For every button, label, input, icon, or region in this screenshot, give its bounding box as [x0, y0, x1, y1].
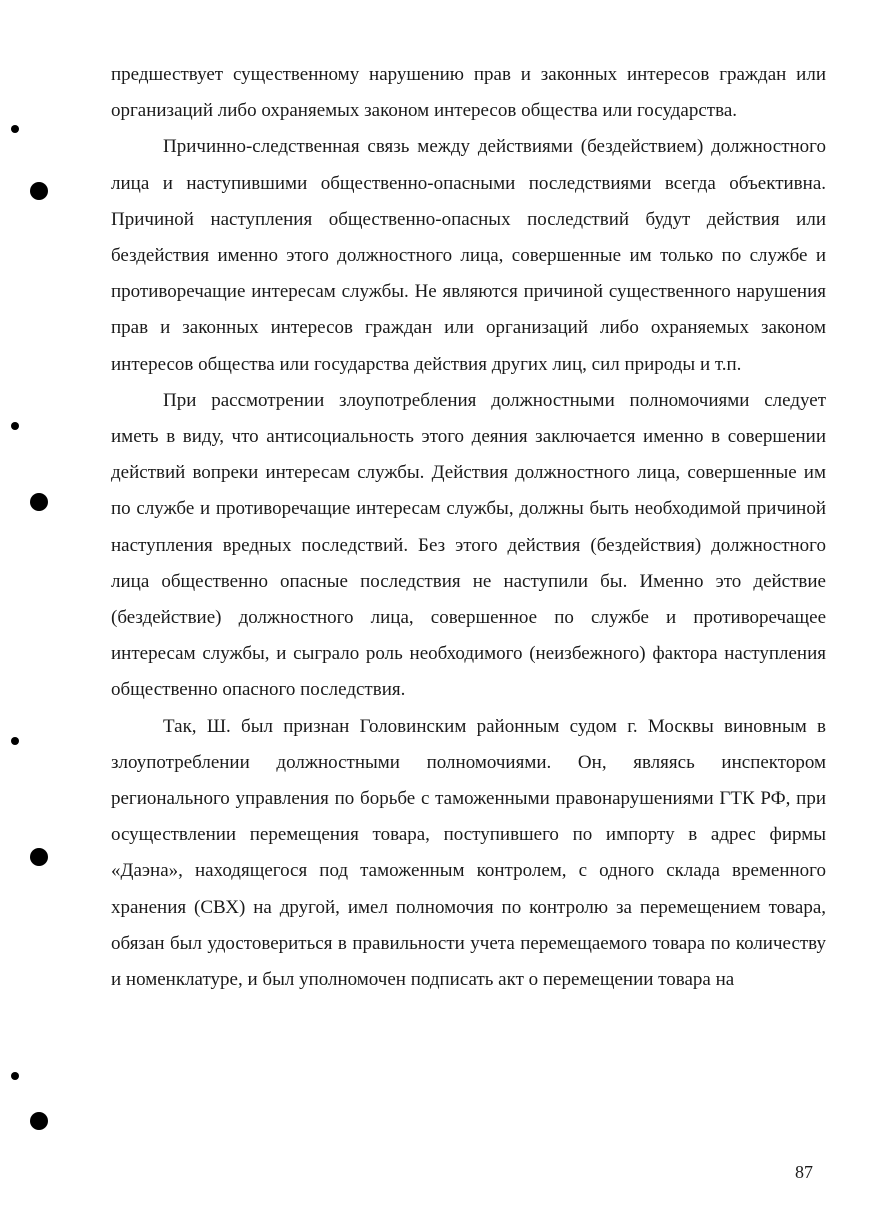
binding-hole-mark [30, 493, 48, 511]
binding-hole-mark [30, 1112, 48, 1130]
paragraph-4: Так, Ш. был признан Головинским районным судом г. Москвы виновным в злоупотреблении должностными полномочиями. Он, являясь инспектором регионального управления по борьбе с таможенными правонарушениями ГТК РФ, при осуществлении перемещения товара, поступившего по импорту в адрес фирмы «Даэна», находящегося под таможенным контролем, с одного склада временного хранения (СВХ) на другой, имел полномочия по контролю за перемещением товара, обязан был удостовериться в правильности учета перемещаемого товара по количеству и номенклатуре, и был уполномочен подписать акт о перемещении товара на [111, 715, 826, 991]
binding-hole-mark [30, 848, 48, 866]
binding-hole-mark [11, 1072, 19, 1080]
page-number: 87 [795, 1162, 813, 1182]
paragraph-3: При рассмотрении злоупотребления должностными полномочиями следует иметь в виду, что антисоциальность этого деяния заключается именно в совершении действий вопреки интересам службы. Действия должностного лица, совершенные им по службе и противоречащие интересам службы, должны быть необходимой причиной наступления вредных последствий. Без этого действия (бездействия) должностного лица общественно опасные последствия не наступили бы. Именно это действие (бездействие) должностного лица, совершенное по службе и противоречащее интересам службы, и сыграло роль необходимого (неизбежного) фактора наступления общественно опасного последствия. [111, 389, 826, 701]
paragraph-1: предшествует существенному нарушению прав и законных интересов граждан или организаций либо охраняемых законом интересов общества или государства. [111, 64, 826, 122]
body-text [111, 57, 826, 998]
binding-hole-mark [11, 422, 19, 430]
paragraph-2: Причинно-следственная связь между действиями (бездействием) должностного лица и наступившими общественно-опасными последствиями всегда объективна. Причиной наступления общественно-опасных последствий будут действия или бездействия именно этого должностного лица, совершенные им только по службе и противоречащие интересам службы. Не являются причиной существенного нарушения прав и законных интересов граждан или организаций либо охраняемых законом интересов общества или государства действия других лиц, сил природы и т.п. [111, 136, 826, 375]
binding-hole-mark [30, 182, 48, 200]
binding-hole-mark [11, 125, 19, 133]
binding-hole-mark [11, 737, 19, 745]
